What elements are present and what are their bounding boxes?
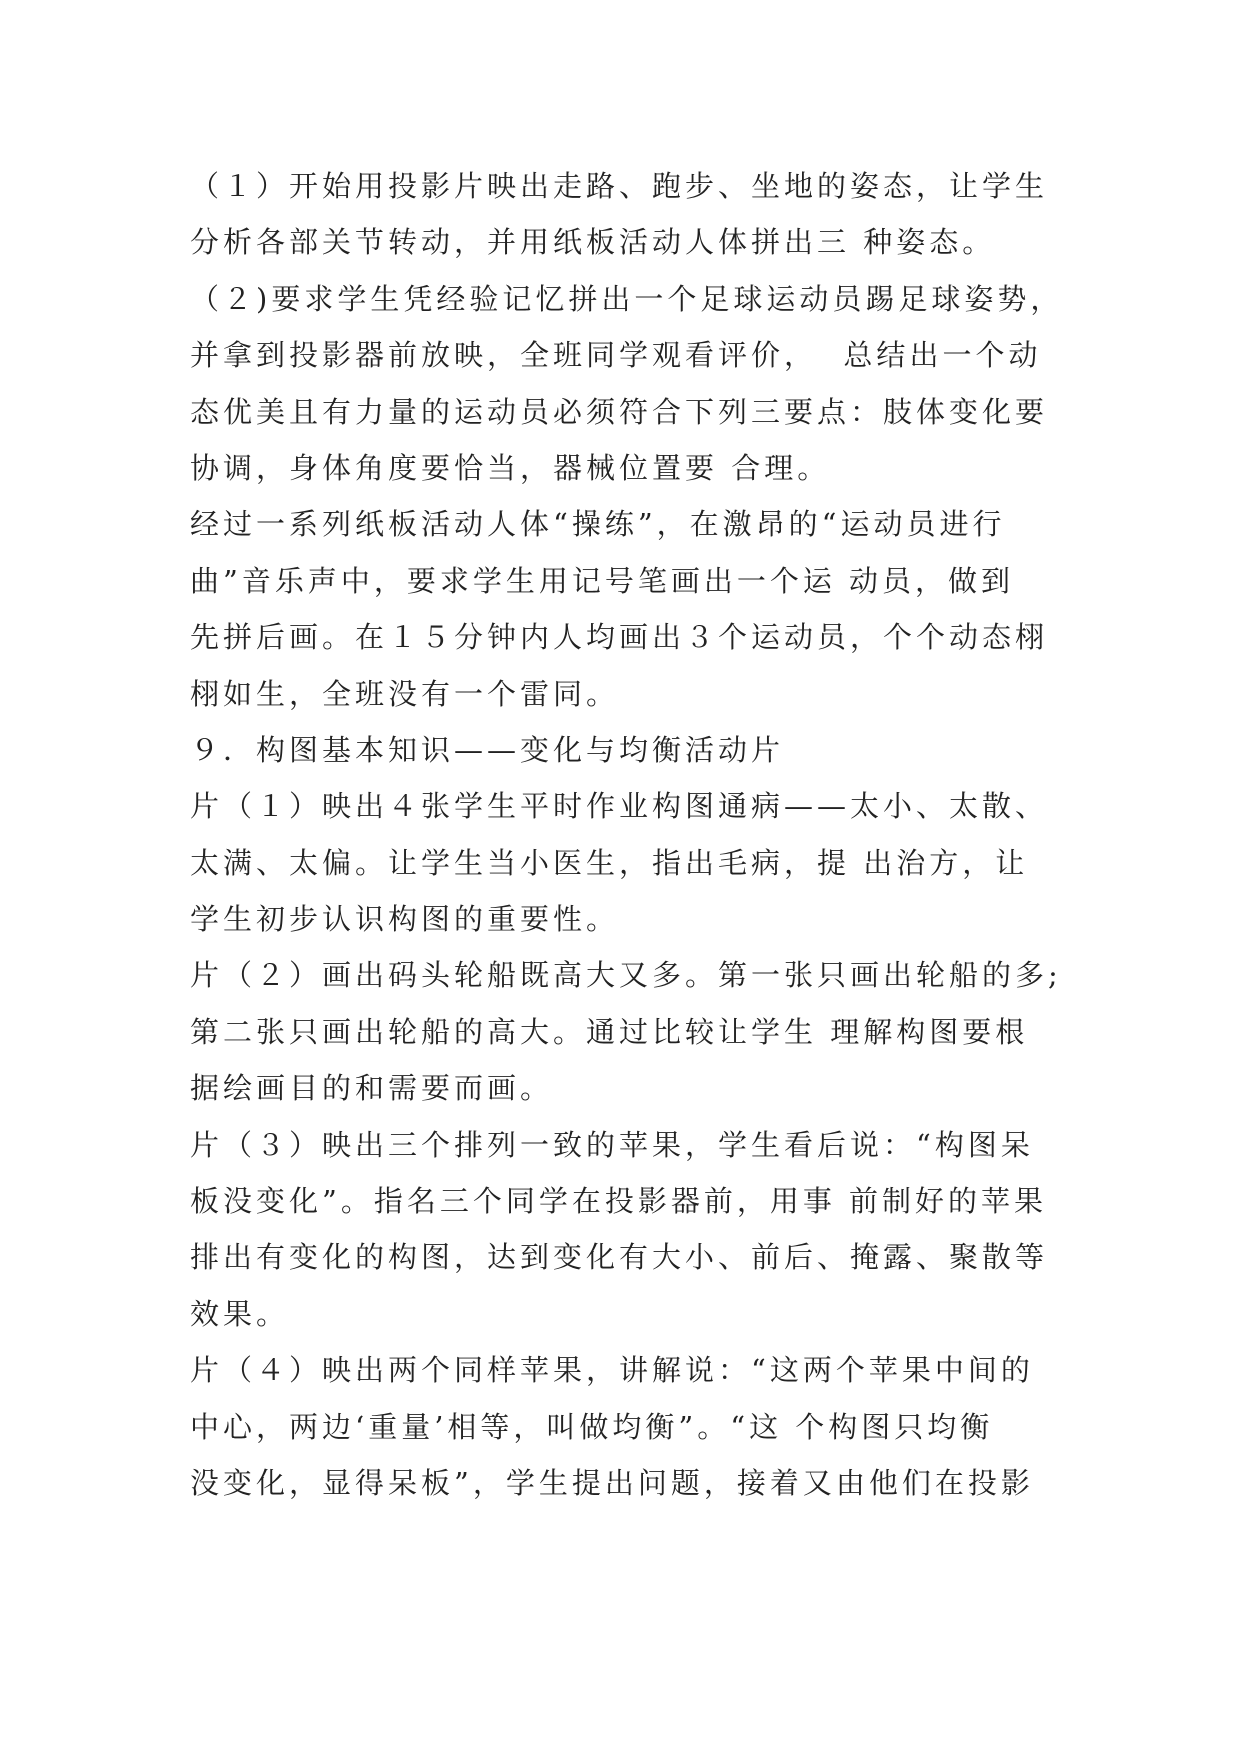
text-line: 分析各部关节转动，并用纸板活动人体拼出三 种姿态。	[190, 225, 996, 260]
body-text	[190, 158, 1090, 1511]
text-line: 排出有变化的构图，达到变化有大小、前后、掩露、聚散等	[190, 1240, 1049, 1275]
text-line: 中心，两边‘重量’相等，叫做均衡”。“这 个构图只均衡	[190, 1409, 994, 1444]
text-line: （２)要求学生凭经验记忆拼出一个足球运动员踢足球姿势，	[190, 281, 1064, 316]
text-line: 栩如生，全班没有一个雷同。	[190, 676, 620, 711]
text-line: 效果。	[190, 1296, 290, 1331]
text-line: 板没变化”。指名三个同学在投影器前，用事 前制好的苹果	[190, 1184, 1048, 1219]
text-line: 太满、太偏。让学生当小医生，指出毛病，提 出治方，让	[190, 845, 1029, 880]
text-line: 曲”音乐声中，要求学生用记号笔画出一个运 动员，做到	[190, 563, 1015, 598]
text-line: 据绘画目的和需要而画。	[190, 1071, 554, 1106]
text-line: 没变化，显得呆板”，学生提出问题，接着又由他们在投影	[190, 1465, 1034, 1500]
text-line: 先拼后画。在１５分钟内人均画出３个运动员，个个动态栩	[190, 620, 1049, 655]
text-line: 学生初步认识构图的重要性。	[190, 902, 620, 937]
text-line: 片（３）映出三个排列一致的苹果，学生看后说：“构图呆	[190, 1127, 1034, 1162]
text-line: 第二张只画出轮船的高大。通过比较让学生 理解构图要根	[190, 1014, 1029, 1049]
text-line: 经过一系列纸板活动人体“操练”，在激昂的“运动员进行	[190, 507, 1006, 542]
text-line: 片（２）画出码头轮船既高大又多。第一张只画出轮船的多;	[190, 958, 1062, 993]
text-line: 协调，身体角度要恰当，器械位置要 合理。	[190, 450, 831, 485]
text-line: 并拿到投影器前放映，全班同学观看评价， 总结出一个动	[190, 338, 1042, 373]
section-heading: ９．构图基本知识——变化与均衡活动片	[190, 732, 785, 767]
text-line: （１）开始用投影片映出走路、跑步、坐地的姿态，让学生	[190, 169, 1049, 203]
text-line: 片（１）映出４张学生平时作业构图通病——太小、太散、	[190, 789, 1049, 824]
text-line: 片（４）映出两个同样苹果，讲解说：“这两个苹果中间的	[190, 1353, 1034, 1388]
text-line: 态优美且有力量的运动员必须符合下列三要点：肢体变化要	[190, 394, 1049, 429]
